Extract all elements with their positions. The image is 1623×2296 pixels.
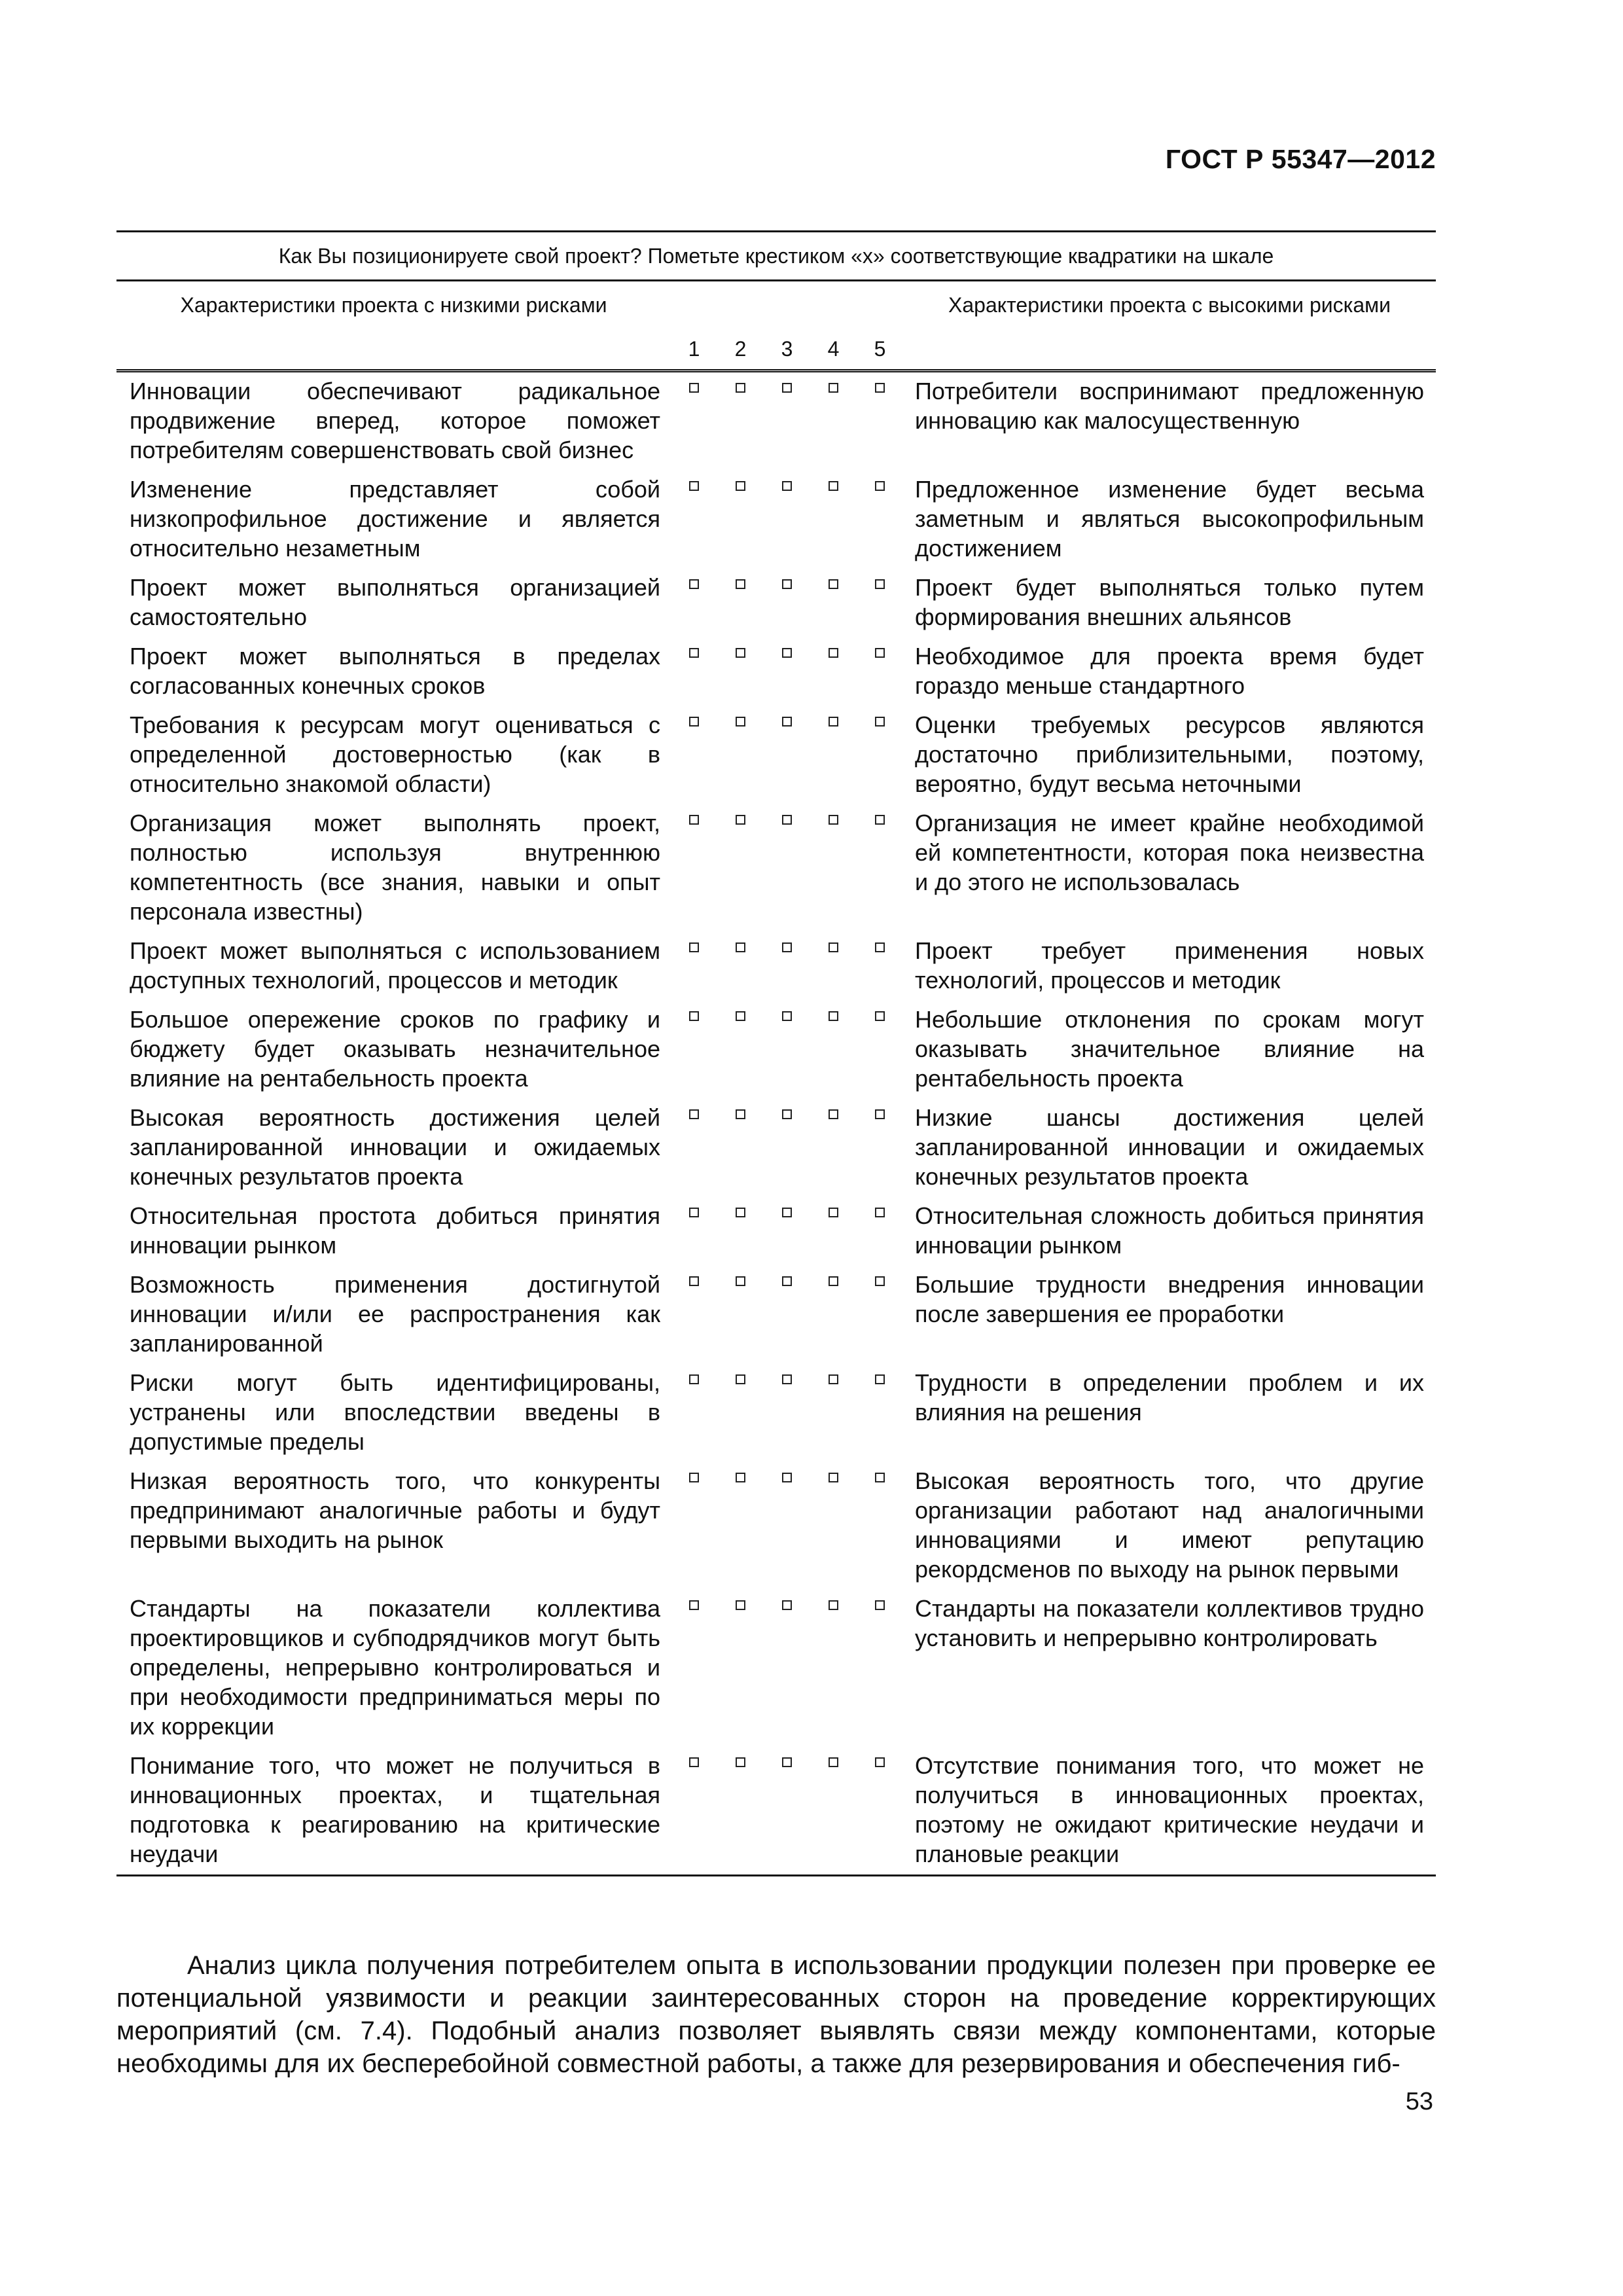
rating-checkbox[interactable] xyxy=(689,1374,699,1384)
high-risk-characteristic: Проект будет выполняться только путем формирования внешних альянсов xyxy=(915,574,1425,630)
rating-checkbox[interactable] xyxy=(736,1109,745,1119)
table-row xyxy=(116,932,1436,1001)
low-risk-characteristic: Большое опережение сроков по графику и бюджету будет оказывать незначительное влияние на рентабельность проекта xyxy=(130,1006,660,1092)
low-risk-characteristic: Низкая вероятность того, что конкуренты предпринимают аналогичные работы и будут первыми выходить на рынок xyxy=(130,1467,660,1553)
high-risk-characteristic: Небольшие отклонения по срокам могут оказывать значительное влияние на рентабельность проекта xyxy=(915,1006,1425,1092)
table-row xyxy=(116,804,1436,932)
rating-checkbox[interactable] xyxy=(782,1109,792,1119)
scale-number: 3 xyxy=(764,329,810,371)
rating-checkbox[interactable] xyxy=(689,579,699,589)
table-question: Как Вы позиционируете свой проект? Пометьте крестиком «х» соответствующие квадратики на шкале xyxy=(116,232,1436,281)
rating-checkbox[interactable] xyxy=(782,1600,792,1610)
rating-checkbox[interactable] xyxy=(736,1473,745,1482)
table-row xyxy=(116,1197,1436,1266)
rating-checkbox[interactable] xyxy=(829,1276,838,1286)
rating-checkbox[interactable] xyxy=(875,383,885,393)
rating-checkbox[interactable] xyxy=(829,648,838,658)
body-paragraph: Анализ цикла получения потребителем опыта в использовании продукции полезен при проверке ее потенциальной уязвимости и реакции заинтересованных сторон на проведение корректирующих мероприятий (см. 7.4). Подобный анализ позволяет выявлять связи между компонентами, которые необходимы для их бесперебойной совместной работы, а также для резервирования и обеспечения гиб- xyxy=(116,1951,1436,2078)
rating-checkbox[interactable] xyxy=(782,1757,792,1767)
rating-checkbox[interactable] xyxy=(829,1374,838,1384)
rating-checkbox[interactable] xyxy=(875,1011,885,1021)
rating-checkbox[interactable] xyxy=(736,1276,745,1286)
rating-checkbox[interactable] xyxy=(736,1011,745,1021)
rating-checkbox[interactable] xyxy=(689,1011,699,1021)
high-risk-characteristic: Необходимое для проекта время будет гораздо меньше стандартного xyxy=(915,643,1425,699)
low-risk-characteristic: Проект может выполняться с использованием доступных технологий, процессов и методик xyxy=(130,937,660,994)
rating-checkbox[interactable] xyxy=(736,648,745,658)
table-row xyxy=(116,1364,1436,1462)
rating-checkbox[interactable] xyxy=(689,1473,699,1482)
table-row xyxy=(116,471,1436,569)
high-risk-characteristic: Предложенное изменение будет весьма заметным и являться высокопрофильным достижением xyxy=(915,476,1425,562)
rating-checkbox[interactable] xyxy=(875,942,885,952)
rating-checkbox[interactable] xyxy=(782,1011,792,1021)
rating-checkbox[interactable] xyxy=(689,1208,699,1217)
risk-assessment-table xyxy=(116,230,1436,1876)
rating-checkbox[interactable] xyxy=(829,1757,838,1767)
rating-checkbox[interactable] xyxy=(736,481,745,491)
rating-checkbox[interactable] xyxy=(829,1600,838,1610)
low-risk-header: Характеристики проекта с низкими рисками xyxy=(180,293,607,317)
high-risk-characteristic: Низкие шансы достижения целей запланированной инновации и ожидаемых конечных результатов проекта xyxy=(915,1104,1425,1190)
high-risk-characteristic: Стандарты на показатели коллективов трудно установить и непрерывно контролировать xyxy=(915,1595,1425,1651)
rating-checkbox[interactable] xyxy=(875,1109,885,1119)
table-row xyxy=(116,1462,1436,1590)
rating-checkbox[interactable] xyxy=(875,579,885,589)
low-risk-characteristic: Возможность применения достигнутой инновации и/или ее распространения как запланированной xyxy=(130,1271,660,1357)
rating-checkbox[interactable] xyxy=(689,648,699,658)
rating-checkbox[interactable] xyxy=(736,815,745,825)
rating-checkbox[interactable] xyxy=(829,942,838,952)
rating-checkbox[interactable] xyxy=(782,383,792,393)
table-row xyxy=(116,1590,1436,1747)
table-row xyxy=(116,371,1436,471)
table-row xyxy=(116,637,1436,706)
low-risk-characteristic: Организация может выполнять проект, полностью используя внутреннюю компетентность (все знания, навыки и опыт персонала известны) xyxy=(130,810,660,925)
rating-checkbox[interactable] xyxy=(689,1276,699,1286)
rating-checkbox[interactable] xyxy=(875,648,885,658)
rating-checkbox[interactable] xyxy=(689,942,699,952)
table-row xyxy=(116,1266,1436,1364)
scale-number: 1 xyxy=(671,329,717,371)
rating-checkbox[interactable] xyxy=(689,717,699,726)
rating-checkbox[interactable] xyxy=(875,481,885,491)
rating-checkbox[interactable] xyxy=(829,579,838,589)
rating-checkbox[interactable] xyxy=(829,1208,838,1217)
rating-checkbox[interactable] xyxy=(782,1208,792,1217)
rating-checkbox[interactable] xyxy=(829,815,838,825)
high-risk-characteristic: Отсутствие понимания того, что может не получиться в инновационных проектах, поэтому не ожидают критические неудачи и плановые реакции xyxy=(903,1747,1436,1876)
rating-checkbox[interactable] xyxy=(829,1473,838,1482)
low-risk-characteristic: Инновации обеспечивают радикальное продвижение вперед, которое поможет потребителям совершенствовать свой бизнес xyxy=(130,378,660,463)
rating-checkbox[interactable] xyxy=(829,383,838,393)
rating-checkbox[interactable] xyxy=(875,1208,885,1217)
low-risk-characteristic: Требования к ресурсам могут оцениваться с определенной достоверностью (как в относительно знакомой области) xyxy=(130,711,660,797)
high-risk-characteristic: Относительная сложность добиться принятия инновации рынком xyxy=(915,1202,1425,1259)
rating-checkbox[interactable] xyxy=(875,1473,885,1482)
low-risk-characteristic: Понимание того, что может не получиться в инновационных проектах, и тщательная подготовка к реагированию на критические неудачи xyxy=(116,1747,671,1876)
low-risk-characteristic: Риски могут быть идентифицированы, устранены или впоследствии введены в допустимые пределы xyxy=(130,1369,660,1455)
rating-checkbox[interactable] xyxy=(875,1276,885,1286)
rating-checkbox[interactable] xyxy=(736,717,745,726)
rating-checkbox[interactable] xyxy=(782,815,792,825)
rating-checkbox[interactable] xyxy=(782,579,792,589)
rating-checkbox[interactable] xyxy=(875,1600,885,1610)
rating-checkbox[interactable] xyxy=(736,383,745,393)
low-risk-characteristic: Стандарты на показатели коллектива проектировщиков и субподрядчиков могут быть определены, непрерывно контролироваться и при необходимости предприниматься меры по их коррекции xyxy=(130,1595,660,1740)
rating-checkbox[interactable] xyxy=(736,579,745,589)
rating-checkbox[interactable] xyxy=(689,1757,699,1767)
rating-checkbox[interactable] xyxy=(736,1600,745,1610)
low-risk-characteristic: Относительная простота добиться принятия инновации рынком xyxy=(130,1202,660,1259)
high-risk-characteristic: Оценки требуемых ресурсов являются достаточно приблизительными, поэтому, вероятно, будут весьма неточными xyxy=(915,711,1425,797)
rating-checkbox[interactable] xyxy=(829,717,838,726)
rating-checkbox[interactable] xyxy=(829,1011,838,1021)
low-risk-characteristic: Проект может выполняться в пределах согласованных конечных сроков xyxy=(130,643,660,699)
high-risk-characteristic: Организация не имеет крайне необходимой ей компетентности, которая пока неизвестна и до этого не использовалась xyxy=(915,810,1425,895)
rating-checkbox[interactable] xyxy=(736,942,745,952)
high-risk-characteristic: Трудности в определении проблем и их влияния на решения xyxy=(915,1369,1425,1426)
rating-checkbox[interactable] xyxy=(875,1374,885,1384)
rating-checkbox[interactable] xyxy=(782,942,792,952)
rating-checkbox[interactable] xyxy=(829,481,838,491)
table-row xyxy=(116,1099,1436,1197)
table-row xyxy=(116,1747,1436,1876)
low-risk-characteristic: Высокая вероятность достижения целей запланированной инновации и ожидаемых конечных результатов проекта xyxy=(130,1104,660,1190)
high-risk-header: Характеристики проекта с высокими рисками xyxy=(948,293,1391,317)
rating-checkbox[interactable] xyxy=(736,1208,745,1217)
high-risk-characteristic: Высокая вероятность того, что другие организации работают над аналогичными инновациями и имеют репутацию рекордсменов по выходу на рынок первыми xyxy=(915,1467,1425,1583)
rating-checkbox[interactable] xyxy=(689,383,699,393)
rating-checkbox[interactable] xyxy=(782,1276,792,1286)
document-code: ГОСТ Р 55347—2012 xyxy=(1165,144,1436,174)
low-risk-characteristic: Изменение представляет собой низкопрофильное достижение и является относительно незаметным xyxy=(130,476,660,562)
rating-checkbox[interactable] xyxy=(782,648,792,658)
table-row xyxy=(116,569,1436,637)
table-row xyxy=(116,706,1436,804)
rating-checkbox[interactable] xyxy=(736,1757,745,1767)
table-row xyxy=(116,1001,1436,1099)
page-number: 53 xyxy=(1405,2088,1433,2115)
high-risk-characteristic: Проект требует применения новых технологий, процессов и методик xyxy=(915,937,1425,994)
rating-checkbox[interactable] xyxy=(782,481,792,491)
rating-checkbox[interactable] xyxy=(689,1600,699,1610)
rating-checkbox[interactable] xyxy=(875,1757,885,1767)
rating-checkbox[interactable] xyxy=(782,1473,792,1482)
scale-number: 4 xyxy=(810,329,857,371)
high-risk-characteristic: Потребители воспринимают предложенную инновацию как малосущественную xyxy=(915,378,1425,434)
rating-checkbox[interactable] xyxy=(689,815,699,825)
scale-number: 2 xyxy=(717,329,764,371)
rating-checkbox[interactable] xyxy=(875,815,885,825)
scale-number: 5 xyxy=(857,329,903,371)
rating-checkbox[interactable] xyxy=(689,481,699,491)
rating-checkbox[interactable] xyxy=(736,1374,745,1384)
rating-checkbox[interactable] xyxy=(875,717,885,726)
high-risk-characteristic: Большие трудности внедрения инновации после завершения ее проработки xyxy=(915,1271,1425,1327)
rating-checkbox[interactable] xyxy=(782,1374,792,1384)
rating-checkbox[interactable] xyxy=(689,1109,699,1119)
low-risk-characteristic: Проект может выполняться организацией самостоятельно xyxy=(130,574,660,630)
rating-checkbox[interactable] xyxy=(782,717,792,726)
rating-checkbox[interactable] xyxy=(829,1109,838,1119)
